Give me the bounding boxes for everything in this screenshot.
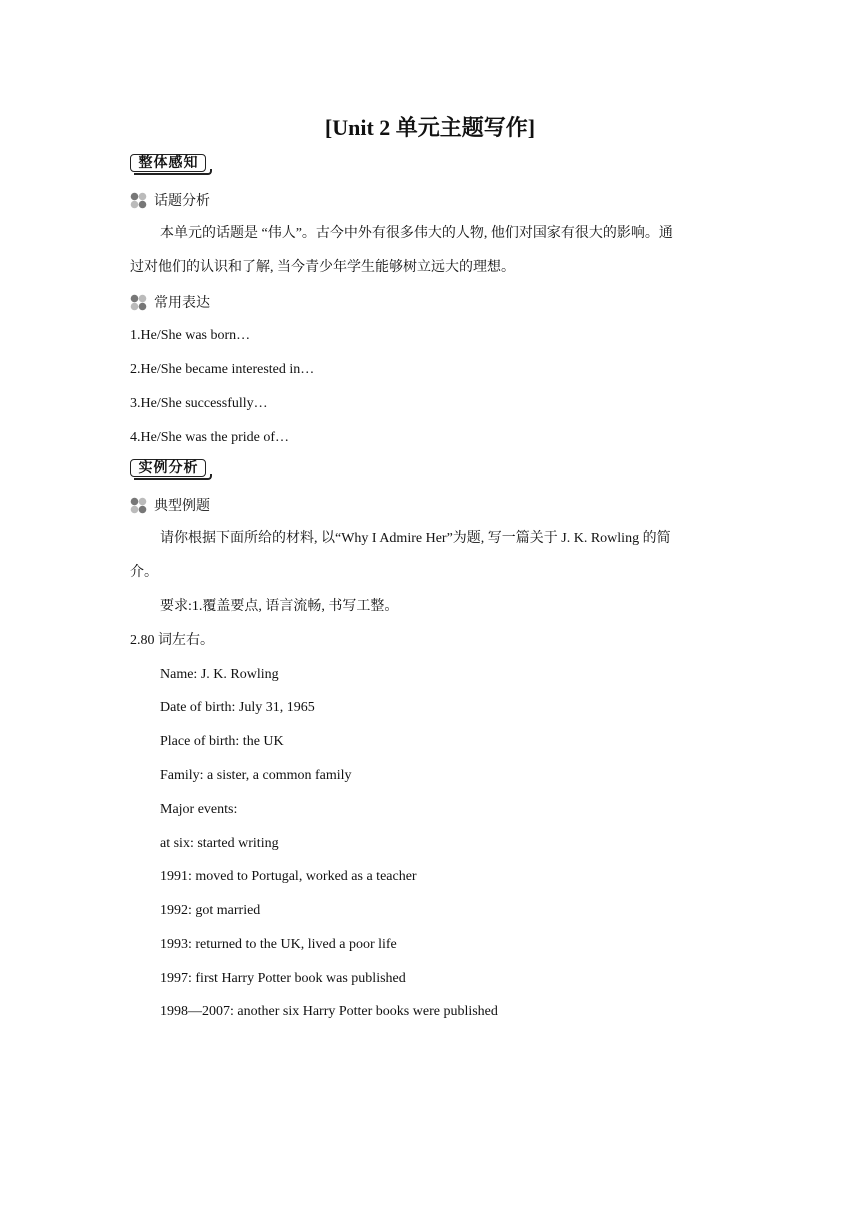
fact-item: at six: started writing	[160, 836, 279, 851]
topic-text-line1: 本单元的话题是 “伟人”。古今中外有很多伟大的人物, 他们对国家有很大的影响。通	[160, 226, 673, 241]
typical-example-label: 典型例题	[154, 499, 210, 514]
section-badge-example	[130, 459, 210, 479]
expression-item: 1.He/She was born…	[130, 328, 251, 343]
task-line1: 请你根据下面所给的材料, 以“Why I Admire Her”为题, 写一篇关于 J. K. Rowling 的简	[160, 531, 671, 546]
fact-item: 1993: returned to the UK, lived a poor life	[160, 937, 397, 952]
requirement-line1: 要求:1.覆盖要点, 语言流畅, 书写工整。	[160, 599, 399, 614]
section-badge-label: 整体感知	[138, 155, 199, 171]
fact-item: 1991: moved to Portugal, worked as a teacher	[160, 869, 417, 884]
section-badge-overview	[130, 154, 210, 174]
fact-item: 1992: got married	[160, 903, 261, 918]
topic-text-line2: 过对他们的认识和了解, 当今青少年学生能够树立远大的理想。	[130, 260, 515, 275]
common-expressions-label: 常用表达	[154, 296, 210, 311]
topic-analysis-heading	[130, 190, 210, 210]
clover-icon	[130, 294, 147, 311]
fact-item: Date of birth: July 31, 1965	[160, 700, 315, 715]
fact-item: Family: a sister, a common family	[160, 768, 352, 783]
fact-item: Place of birth: the UK	[160, 734, 284, 749]
page-title: [Unit 2 单元主题写作]	[324, 115, 536, 140]
typical-example-heading	[130, 495, 210, 515]
expression-item: 4.He/She was the pride of…	[130, 430, 290, 445]
clover-icon	[130, 497, 147, 514]
section-badge-label: 实例分析	[138, 460, 199, 476]
fact-item: Name: J. K. Rowling	[160, 667, 279, 682]
fact-item: 1998—2007: another six Harry Potter books were published	[160, 1004, 498, 1019]
clover-icon	[130, 192, 147, 209]
expression-item: 3.He/She successfully…	[130, 396, 268, 411]
requirement-line2: 2.80 词左右。	[130, 633, 214, 648]
expression-item: 2.He/She became interested in…	[130, 362, 315, 377]
common-expressions-heading	[130, 292, 210, 312]
task-line2: 介。	[130, 565, 158, 580]
fact-item: 1997: first Harry Potter book was published	[160, 971, 406, 986]
topic-analysis-label: 话题分析	[154, 194, 210, 209]
fact-item: Major events:	[160, 802, 238, 817]
